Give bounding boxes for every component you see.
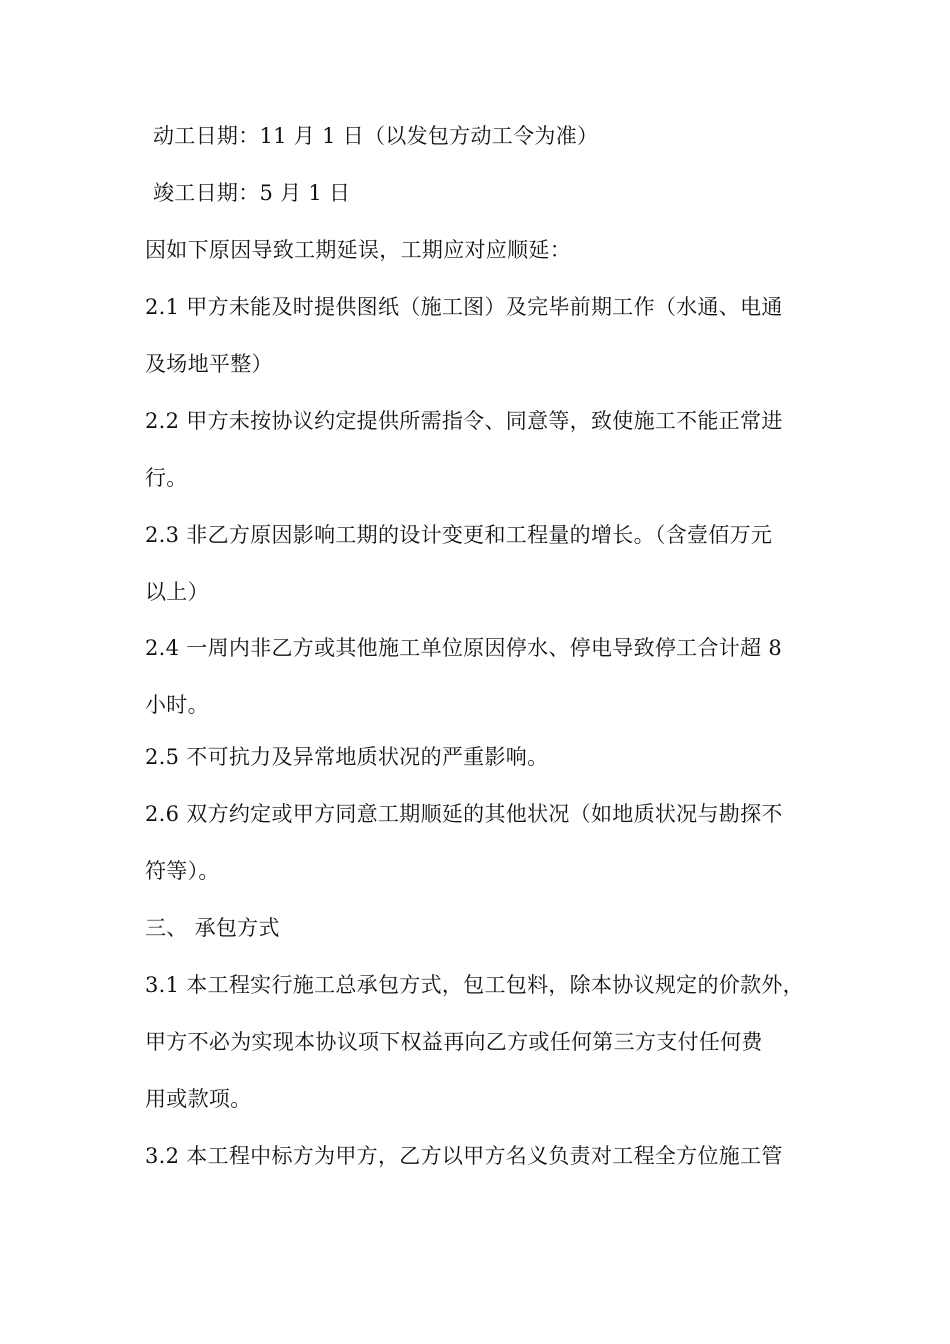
- completion-date-line: 竣工日期：5 月 1 日: [153, 181, 351, 205]
- start-date-line: 动工日期：11 月 1 日（以发包方动工令为准）: [153, 124, 599, 148]
- clause-3-1-line-3: 用或款项。: [145, 1087, 252, 1111]
- clause-3-2-line-1: 3.2 本工程中标方为甲方，乙方以甲方名义负责对工程全方位施工管: [145, 1144, 783, 1168]
- clause-2-3-line-2: 以上）: [145, 580, 209, 604]
- clause-2-4-line-2: 小时。: [145, 693, 209, 717]
- clause-2-6-line-2: 符等）。: [145, 859, 220, 883]
- clause-2-2-line-2: 行。: [145, 466, 188, 490]
- delay-intro-line: 因如下原因导致工期延误，工期应对应顺延：: [145, 238, 571, 262]
- clause-2-4-line-1: 2.4 一周内非乙方或其他施工单位原因停水、停电导致停工合计超 8: [145, 636, 783, 660]
- section-3-heading: 三、 承包方式: [145, 916, 280, 940]
- clause-3-1-line-2: 甲方不必为实现本协议项下权益再向乙方或任何第三方支付任何费: [145, 1030, 763, 1054]
- clause-2-5-line: 2.5 不可抗力及异常地质状况的严重影响。: [145, 745, 549, 769]
- clause-2-1-line-1: 2.1 甲方未能及时提供图纸（施工图）及完毕前期工作（水通、电通: [145, 295, 783, 319]
- clause-3-1-line-1: 3.1 本工程实行施工总承包方式，包工包料，除本协议规定的价款外，: [145, 973, 804, 997]
- clause-2-6-line-1: 2.6 双方约定或甲方同意工期顺延的其他状况（如地质状况与勘探不: [145, 802, 783, 826]
- clause-2-2-line-1: 2.2 甲方未按协议约定提供所需指令、同意等，致使施工不能正常进: [145, 409, 783, 433]
- clause-2-3-line-1: 2.3 非乙方原因影响工期的设计变更和工程量的增长。（含壹佰万元: [145, 523, 773, 547]
- clause-2-1-line-2: 及场地平整）: [145, 352, 273, 376]
